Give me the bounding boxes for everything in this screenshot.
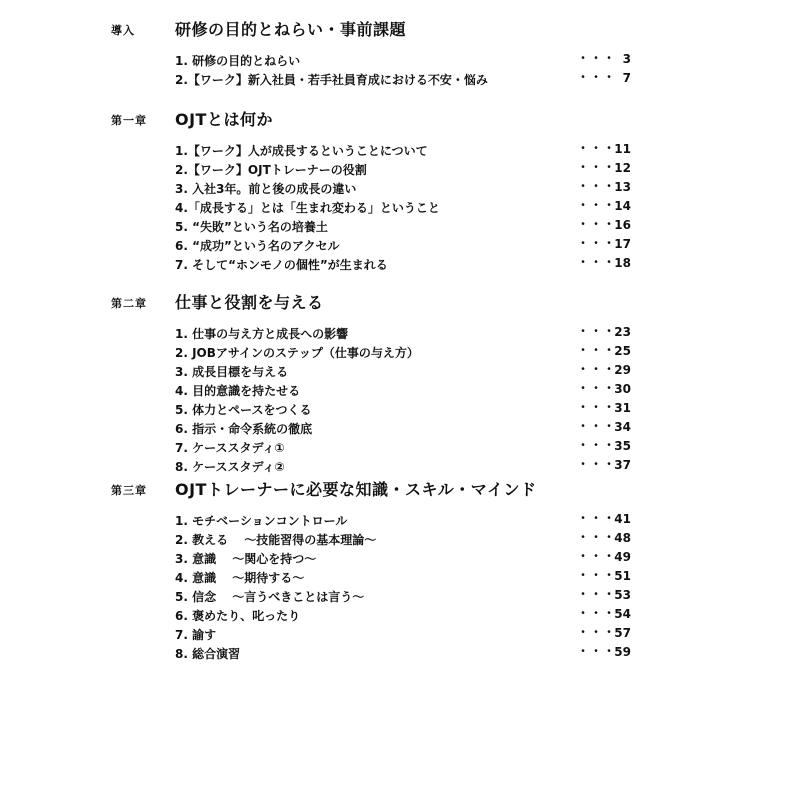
entry-page-number: 51	[614, 569, 631, 583]
entry-leader-dots: ・・・	[577, 324, 617, 338]
entry-page-number: 3	[622, 52, 631, 66]
entry-title: 3. 意識 ～関心を持つ～	[175, 552, 317, 566]
entry-title: 8. ケーススタディ②	[175, 460, 285, 474]
entry-leader-dots: ・・・	[577, 587, 617, 601]
entry-page-number: 31	[614, 401, 631, 415]
entry-page-number: 53	[614, 588, 631, 602]
entry-page-number: 49	[614, 550, 631, 564]
entry-leader-dots: ・・・	[577, 141, 617, 155]
entry-page-number: 59	[614, 645, 631, 659]
entry-title: 3. 入社3年。前と後の成長の違い	[175, 182, 357, 196]
entry-leader-dots: ・・・	[577, 438, 617, 452]
entry-leader-dots: ・・・	[577, 236, 617, 250]
entry-leader-dots: ・・・	[577, 381, 617, 395]
entry-page-number: 48	[614, 531, 631, 545]
entry-page-number: 23	[614, 325, 631, 339]
entry-page-number: 17	[614, 237, 631, 251]
toc-entry[interactable]	[0, 380, 800, 399]
entry-title: 8. 総合演習	[175, 647, 241, 661]
entry-leader-dots: ・・・	[577, 625, 617, 639]
entry-title: 4. 意識 ～期待する～	[175, 571, 305, 585]
toc-entry[interactable]	[0, 361, 800, 380]
entry-title: 2.【ワーク】OJTトレーナーの役割	[175, 163, 367, 177]
entry-title: 4. 目的意識を持たせる	[175, 384, 301, 398]
entry-page-number: 30	[614, 382, 631, 396]
toc-entry[interactable]	[0, 567, 800, 586]
entry-title: 7. そして“ホンモノの個性”が生まれる	[175, 258, 388, 272]
toc-entry[interactable]	[0, 235, 800, 254]
entry-page-number: 14	[614, 199, 631, 213]
entry-leader-dots: ・・・	[577, 511, 617, 525]
toc-entry[interactable]	[0, 418, 800, 437]
entry-title: 1. 研修の目的とねらい	[175, 54, 301, 68]
toc-entry[interactable]	[0, 159, 800, 178]
toc-entry[interactable]	[0, 254, 800, 273]
toc-entry[interactable]	[0, 510, 800, 529]
toc-entries	[0, 510, 800, 662]
chapter-label: 第二章	[111, 297, 147, 310]
entry-leader-dots: ・・・	[577, 606, 617, 620]
entry-title: 1. モチベーションコントロール	[175, 514, 348, 528]
entry-leader-dots: ・・・	[577, 255, 617, 269]
toc-entry[interactable]	[0, 216, 800, 235]
entry-title: 2. 教える ～技能習得の基本理論～	[175, 533, 377, 547]
entry-leader-dots: ・・・	[577, 70, 617, 84]
entry-leader-dots: ・・・	[577, 198, 617, 212]
entry-page-number: 12	[614, 161, 631, 175]
entry-page-number: 13	[614, 180, 631, 194]
entry-page-number: 18	[614, 256, 631, 270]
entry-leader-dots: ・・・	[577, 568, 617, 582]
entry-leader-dots: ・・・	[577, 217, 617, 231]
chapter-label: 第三章	[111, 484, 147, 497]
entry-leader-dots: ・・・	[577, 51, 617, 65]
toc-entry[interactable]	[0, 456, 800, 475]
toc-entry[interactable]	[0, 178, 800, 197]
chapter-title: OJTトレーナーに必要な知識・スキル・マインド	[175, 480, 537, 499]
toc-entry[interactable]	[0, 197, 800, 216]
entry-leader-dots: ・・・	[577, 530, 617, 544]
entry-title: 4.「成長する」とは「生まれ変わる」ということ	[175, 201, 440, 215]
entry-page-number: 35	[614, 439, 631, 453]
entry-title: 1. 仕事の与え方と成長への影響	[175, 327, 349, 341]
entry-page-number: 25	[614, 344, 631, 358]
toc-entry[interactable]	[0, 342, 800, 361]
entry-title: 5. “失敗”という名の培養土	[175, 220, 328, 234]
toc-entries	[0, 140, 800, 273]
entry-title: 3. 成長目標を与える	[175, 365, 289, 379]
entry-leader-dots: ・・・	[577, 362, 617, 376]
entry-title: 1.【ワーク】人が成長するということについて	[175, 144, 428, 158]
toc-entry[interactable]	[0, 437, 800, 456]
entry-page-number: 34	[614, 420, 631, 434]
entry-page-number: 54	[614, 607, 631, 621]
entry-page-number: 16	[614, 218, 631, 232]
toc-entries	[0, 323, 800, 475]
entry-page-number: 57	[614, 626, 631, 640]
entry-title: 2. JOBアサインのステップ（仕事の与え方）	[175, 346, 419, 360]
entry-title: 6. 指示・命令系統の徹底	[175, 422, 313, 436]
chapter-title: 研修の目的とねらい・事前課題	[175, 20, 407, 39]
entry-page-number: 29	[614, 363, 631, 377]
toc-entry[interactable]	[0, 643, 800, 662]
entry-title: 5. 体力とペースをつくる	[175, 403, 312, 417]
chapter-label: 導入	[111, 24, 135, 37]
toc-entries	[0, 50, 800, 88]
chapter-title: OJTとは何か	[175, 110, 273, 129]
toc-entry[interactable]	[0, 399, 800, 418]
entry-leader-dots: ・・・	[577, 179, 617, 193]
toc-entry[interactable]	[0, 69, 800, 88]
entry-leader-dots: ・・・	[577, 457, 617, 471]
toc-entry[interactable]	[0, 605, 800, 624]
entry-title: 6. 褒めたり、叱ったり	[175, 609, 301, 623]
entry-leader-dots: ・・・	[577, 160, 617, 174]
entry-leader-dots: ・・・	[577, 343, 617, 357]
entry-title: 6. “成功”という名のアクセル	[175, 239, 340, 253]
chapter-title: 仕事と役割を与える	[175, 293, 324, 312]
entry-leader-dots: ・・・	[577, 549, 617, 563]
entry-page-number: 37	[614, 458, 631, 472]
toc-entry[interactable]	[0, 50, 800, 69]
entry-page-number: 41	[614, 512, 631, 526]
entry-title: 5. 信念 ～言うべきことは言う～	[175, 590, 365, 604]
toc-entry[interactable]	[0, 529, 800, 548]
entry-title: 7. ケーススタディ①	[175, 441, 285, 455]
toc-entry[interactable]	[0, 548, 800, 567]
entry-title: 2.【ワーク】新入社員・若手社員育成における不安・悩み	[175, 73, 488, 87]
toc-entry[interactable]	[0, 140, 800, 159]
entry-leader-dots: ・・・	[577, 644, 617, 658]
entry-page-number: 11	[614, 142, 631, 156]
chapter-label: 第一章	[111, 114, 147, 127]
toc-entry[interactable]	[0, 323, 800, 342]
entry-leader-dots: ・・・	[577, 400, 617, 414]
entry-title: 7. 諭す	[175, 628, 217, 642]
toc-entry[interactable]	[0, 624, 800, 643]
toc-entry[interactable]	[0, 586, 800, 605]
entry-leader-dots: ・・・	[577, 419, 617, 433]
entry-page-number: 7	[622, 71, 631, 85]
